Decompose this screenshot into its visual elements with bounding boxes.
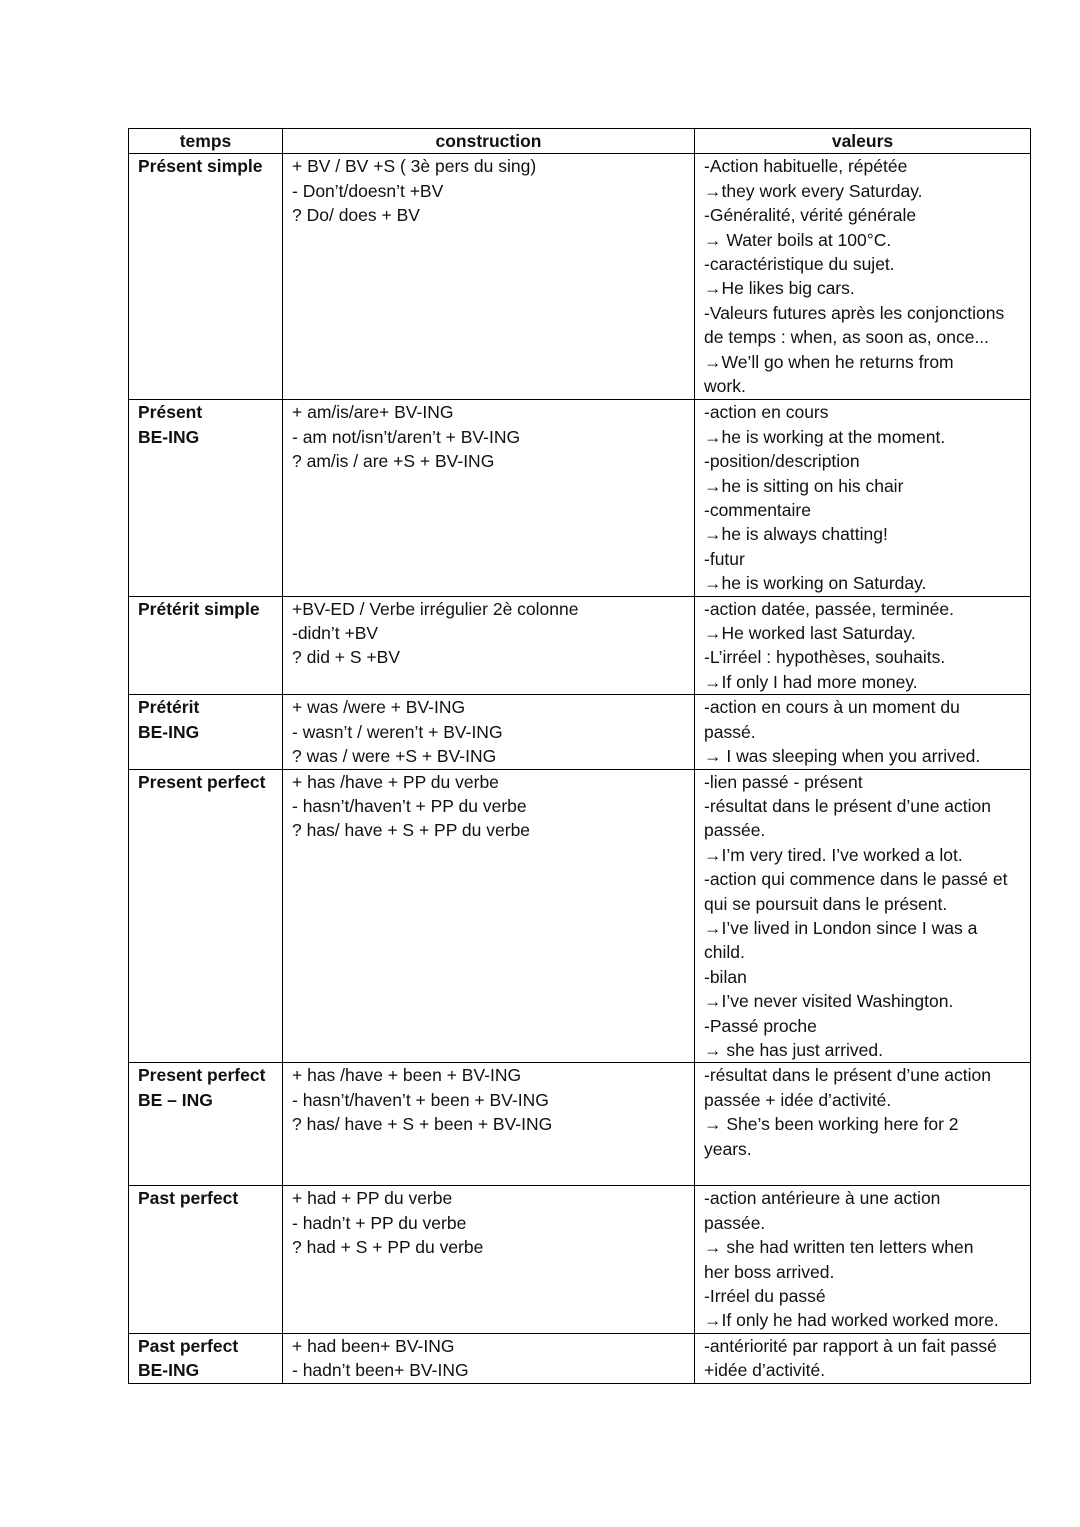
construction-cell — [283, 1333, 695, 1383]
construction-cell — [283, 1063, 695, 1186]
construction-cell-line: + had been+ BV-ING — [292, 1335, 455, 1356]
construction-cell-line: - am not/isn’t/aren’t + BV-ING — [292, 426, 521, 447]
values-cell-line: -commentaire — [704, 500, 811, 521]
table-row — [129, 769, 1031, 1063]
values-cell — [695, 1333, 1031, 1383]
construction-cell-line: ? had + S + PP du verbe — [292, 1237, 484, 1258]
values-cell-line: -futur — [704, 548, 745, 569]
tense-cell-line: Prétérit simple — [138, 598, 260, 619]
values-cell-line: →We’ll go when he returns from — [704, 351, 954, 372]
values-cell-line: → I was sleeping when you arrived. — [704, 746, 981, 767]
values-cell — [695, 1186, 1031, 1333]
construction-cell-line: - hasn’t/haven’t + been + BV-ING — [292, 1089, 549, 1110]
values-cell-line: child. — [704, 942, 745, 963]
values-cell-line: →he is working on Saturday. — [704, 573, 927, 594]
construction-cell — [283, 769, 695, 1063]
header-row — [129, 129, 1031, 154]
values-cell-line: -action en cours à un moment du — [704, 697, 960, 718]
construction-cell — [283, 400, 695, 596]
values-cell-line: -Passé proche — [704, 1015, 817, 1036]
values-cell-line: -Généralité, vérité générale — [704, 205, 917, 226]
tense-cell-line: BE-ING — [138, 721, 200, 742]
values-cell-line: →I’ve never visited Washington. — [704, 991, 954, 1012]
values-cell-line: passée. — [704, 1212, 766, 1233]
table-row — [129, 596, 1031, 695]
construction-cell — [283, 154, 695, 400]
values-cell-line: → She’s been working here for 2 — [704, 1114, 959, 1135]
construction-cell-line: + am/is/are+ BV-ING — [292, 402, 454, 423]
values-cell — [695, 769, 1031, 1063]
values-cell-line: -action qui commence dans le passé et — [704, 869, 1008, 890]
construction-cell-line: + BV / BV +S ( 3è pers du sing) — [292, 156, 537, 177]
tense-cell — [129, 695, 283, 769]
values-cell-line: qui se poursuit dans le présent. — [704, 893, 948, 914]
construction-cell-line: + was /were + BV-ING — [292, 697, 466, 718]
values-cell-line: -résultat dans le présent d’une action — [704, 795, 991, 816]
values-cell — [695, 154, 1031, 400]
tense-cell — [129, 400, 283, 596]
header-values: valeurs — [695, 129, 1031, 154]
values-cell-line: →he is sitting on his chair — [704, 475, 904, 496]
construction-cell-line: ? did + S +BV — [292, 647, 400, 668]
tense-cell-line: Present perfect — [138, 771, 266, 792]
construction-cell — [283, 695, 695, 769]
table-row — [129, 1333, 1031, 1383]
values-cell-line: -action datée, passée, terminée. — [704, 598, 955, 619]
construction-cell-line: ? has/ have + S + PP du verbe — [292, 820, 531, 841]
values-cell-line: work. — [704, 376, 746, 397]
values-cell-line: -action antérieure à une action — [704, 1188, 941, 1209]
table-row — [129, 1063, 1031, 1186]
table-row — [129, 695, 1031, 769]
construction-cell — [283, 1186, 695, 1333]
tense-cell-line: BE-ING — [138, 426, 200, 447]
values-cell-line: -Valeurs futures après les conjonctions — [704, 302, 1005, 323]
values-cell-line: -position/description — [704, 451, 860, 472]
values-cell-line: → Water boils at 100°C. — [704, 229, 892, 250]
values-cell-line: +idée d’activité. — [704, 1360, 826, 1381]
header-construction: construction — [283, 129, 695, 154]
values-cell-line: -Irréel du passé — [704, 1286, 826, 1306]
construction-cell-line: -didn’t +BV — [292, 623, 379, 644]
construction-cell-line: - hasn’t/haven’t + PP du verbe — [292, 795, 527, 816]
construction-cell-line: - Don’t/doesn’t +BV — [292, 180, 444, 201]
values-cell-line: passé. — [704, 721, 756, 742]
table-row — [129, 400, 1031, 596]
values-cell-line: →he is always chatting! — [704, 524, 888, 545]
values-cell-line: -caractéristique du sujet. — [704, 254, 895, 275]
values-cell-line: →If only I had more money. — [704, 671, 918, 692]
values-cell-line: →he is working at the moment. — [704, 426, 946, 447]
construction-cell-line: +BV-ED / Verbe irrégulier 2è colonne — [292, 598, 579, 619]
values-cell-line: →He worked last Saturday. — [704, 623, 916, 644]
values-cell-line: → she had written ten letters when — [704, 1237, 974, 1258]
table-row — [129, 154, 1031, 400]
values-cell-line: years. — [704, 1138, 752, 1159]
values-cell-line: →I’m very tired. I’ve worked a lot. — [704, 844, 963, 865]
construction-cell-line: ? has/ have + S + been + BV-ING — [292, 1114, 553, 1135]
values-cell — [695, 596, 1031, 695]
values-cell — [695, 400, 1031, 596]
values-cell-line: →He likes big cars. — [704, 278, 855, 299]
tense-cell-line: Present perfect — [138, 1065, 266, 1086]
values-cell — [695, 695, 1031, 769]
values-cell-line: →they work every Saturday. — [704, 180, 923, 201]
values-cell-line: passée + idée d’activité. — [704, 1089, 892, 1110]
tense-cell-line: BE-ING — [138, 1360, 200, 1381]
values-cell-line: -antériorité par rapport à un fait passé — [704, 1335, 997, 1356]
tense-cell-line: Past perfect — [138, 1335, 239, 1356]
construction-cell-line: + has /have + PP du verbe — [292, 771, 499, 792]
construction-cell-line: + had + PP du verbe — [292, 1188, 453, 1209]
table-body — [129, 154, 1031, 1383]
construction-cell-line: - hadn’t + PP du verbe — [292, 1212, 467, 1233]
values-cell-line: -résultat dans le présent d’une action — [704, 1065, 991, 1086]
values-cell-line: her boss arrived. — [704, 1261, 835, 1282]
construction-cell-line: - wasn’t / weren’t + BV-ING — [292, 721, 503, 742]
values-cell-line: →I’ve lived in London since I was a — [704, 917, 978, 938]
values-cell-line: -action en cours — [704, 402, 829, 423]
values-cell-line: →If only he had worked worked more. — [704, 1310, 999, 1331]
table-row — [129, 1186, 1031, 1333]
tense-cell-line: Présent — [138, 402, 203, 423]
values-cell-line: -L’irréel : hypothèses, souhaits. — [704, 647, 946, 668]
tense-cell — [129, 769, 283, 1063]
construction-cell-line: - hadn’t been+ BV-ING — [292, 1360, 469, 1381]
values-cell-line: -bilan — [704, 966, 747, 987]
construction-cell-line: + has /have + been + BV-ING — [292, 1065, 522, 1086]
tense-cell — [129, 1186, 283, 1333]
construction-cell — [283, 596, 695, 695]
tense-cell — [129, 154, 283, 400]
tense-table — [128, 128, 1031, 1384]
values-cell-line: passée. — [704, 820, 766, 841]
tense-cell — [129, 1333, 283, 1383]
construction-cell-line: ? was / were +S + BV-ING — [292, 746, 497, 767]
tense-cell-line: Prétérit — [138, 697, 200, 718]
tense-cell — [129, 596, 283, 695]
tense-cell — [129, 1063, 283, 1186]
values-cell-line: -Action habituelle, répétée — [704, 156, 908, 177]
construction-cell-line: ? am/is / are +S + BV-ING — [292, 451, 495, 472]
construction-cell-line: ? Do/ does + BV — [292, 205, 420, 226]
tense-cell-line: BE – ING — [138, 1089, 213, 1110]
tense-cell-line: Présent simple — [138, 156, 263, 177]
values-cell-line: → she has just arrived. — [704, 1039, 883, 1060]
values-cell-line: -lien passé - présent — [704, 771, 863, 792]
values-cell — [695, 1063, 1031, 1186]
tense-cell-line: Past perfect — [138, 1188, 239, 1209]
values-cell-line: de temps : when, as soon as, once... — [704, 327, 990, 348]
header-tense: temps — [129, 129, 283, 154]
